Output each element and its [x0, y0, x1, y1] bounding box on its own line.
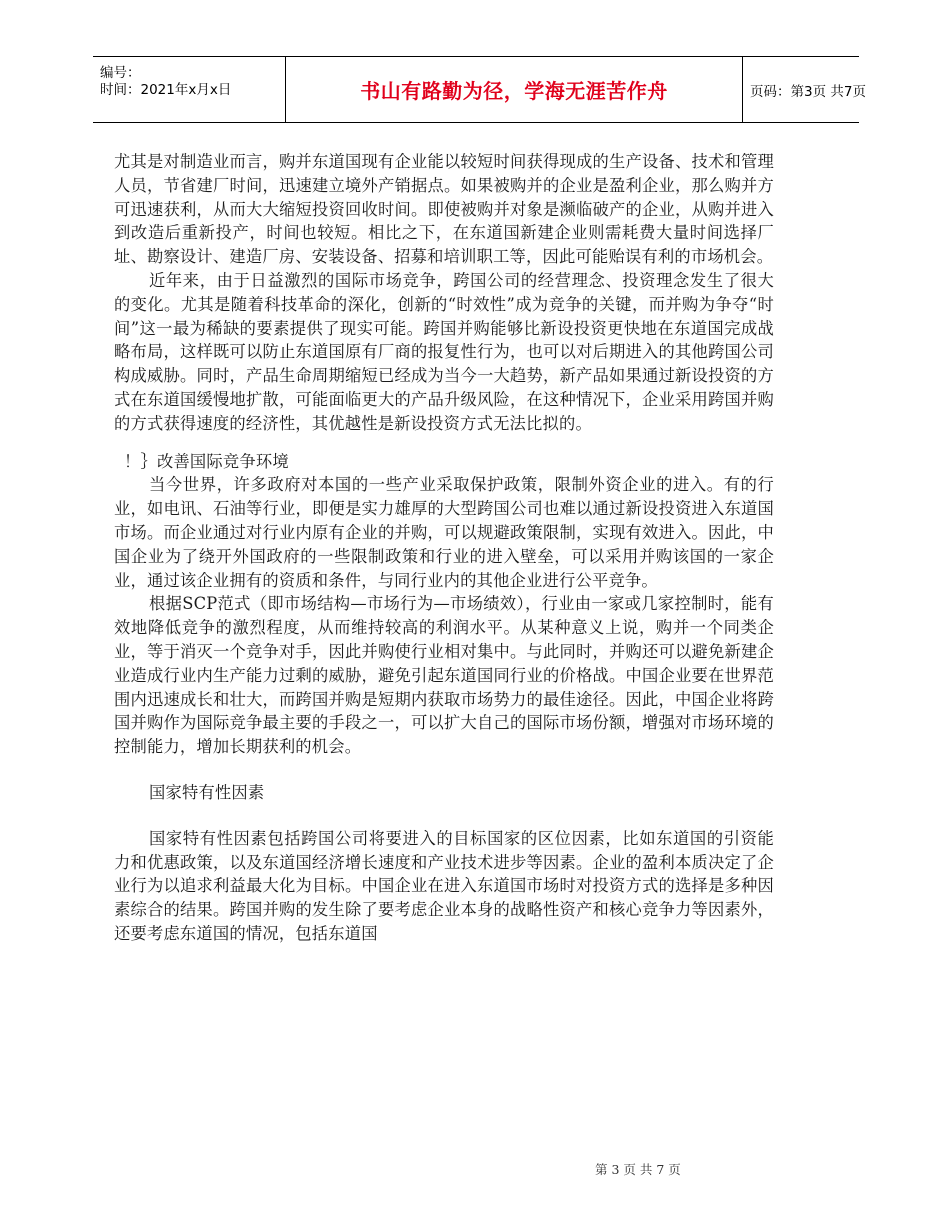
paragraph: 国家特有性因素包括跨国公司将要进入的目标国家的区位因素，比如东道国的引资能力和优惠政策，以及东道国经济增长速度和产业技术进步等因素。企业的盈利本质决定了企业行为以追求利益最大化为目标。中国企业在进入东道国市场时对投资方式的选择是多种因素综合的结果。跨国并购的发生除了要考虑企业本身的战略性资产和核心竞争力等因素外，还要考虑东道国的情况，包括东道国	[114, 828, 774, 943]
page-footer: 第 3 页 共 7 页	[595, 1162, 681, 1177]
paragraph: 当今世界，许多政府对本国的一些产业采取保护政策，限制外资企业的进入。有的行业，如电讯、石油等行业，即便是实力雄厚的大型跨国公司也难以通过新设投资进入东道国市场。而企业通过对行业内原有企业的并购，可以规避政策限制，实现有效进入。因此，中国企业为了绕开外国政府的一些限制政策和行业的进入壁垒，可以采用并购该国的一家企业，通过该企业拥有的资质和条件，与同行业内的其他企业进行公平竞争。	[114, 475, 774, 590]
paragraph: 根据SCP范式（即市场结构—市场行为—市场绩效），行业由一家或几家控制时，能有效地降低竞争的激烈程度，从而维持较高的利润水平。从某种意义上说，购并一个同类企业，等于消灭一个竞争对手，因此并购使行业相对集中。与此同时，并购还可以避免新建企业造成行业内生产能力过剩的威胁，避免引起东道国同行业的价格战。中国企业要在世界范围内迅速成长和壮大，而跨国并购是短期内获取市场势力的最佳途径。因此，中国企业将跨国并购作为国际竞争最主要的手段之一，可以扩大自己的国际市场份额，增强对市场环境的控制能力，增加长期获利的机会。	[114, 594, 774, 757]
paragraph: 尤其是对制造业而言，购并东道国现有企业能以较短时间获得现成的生产设备、技术和管理人员，节省建厂时间，迅速建立境外产销据点。如果被购并的企业是盈利企业，那么购并方可迅速获利，从而大大缩短投资回收时间。即使被购并对象是濒临破产的企业，从购并进入到改造后重新投产，时间也较短。相比之下，在东道国新建企业则需耗费大量时间选择厂址、勘察设计、建造厂房、安装设备、招募和培训职工等，因此可能贻误有利的市场机会。	[114, 152, 774, 267]
page-header	[93, 56, 866, 123]
document-time: 时间：2021年x月x日	[100, 82, 232, 98]
paragraph: 近年来，由于日益激烈的国际市场竞争，跨国公司的经营理念、投资理念发生了很大的变化。尤其是随着科技革命的深化，创新的“时效性”成为竞争的关键，而并购为争夺“时间”这一最为稀缺的要素提供了现实可能。跨国并购能够比新设投资更快地在东道国完成战略布局，这样既可以防止东道国原有厂商的报复性行为，也可以对后期进入的其他跨国公司构成威胁。同时，产品生命周期缩短已经成为当今一大趋势，新产品如果通过新设投资的方式在东道国缓慢地扩散，可能面临更大的产品升级风险，在这种情况下，企业采用跨国并购的方式获得速度的经济性，其优越性是新设投资方式无法比拟的。	[114, 270, 774, 433]
section-heading: 国家特有性因素	[149, 782, 265, 802]
document-number: 编号：	[100, 65, 141, 81]
section-heading: ！｝改善国际竞争环境	[124, 451, 289, 471]
header-motto: 书山有路勤为径，学海无涯苦作舟	[360, 79, 668, 103]
header-page-cell	[742, 57, 866, 122]
header-motto-cell	[285, 57, 743, 122]
header-page-number: 页码：第3页 共7页	[750, 83, 866, 100]
header-meta-cell	[93, 57, 285, 122]
document-body	[114, 150, 774, 946]
